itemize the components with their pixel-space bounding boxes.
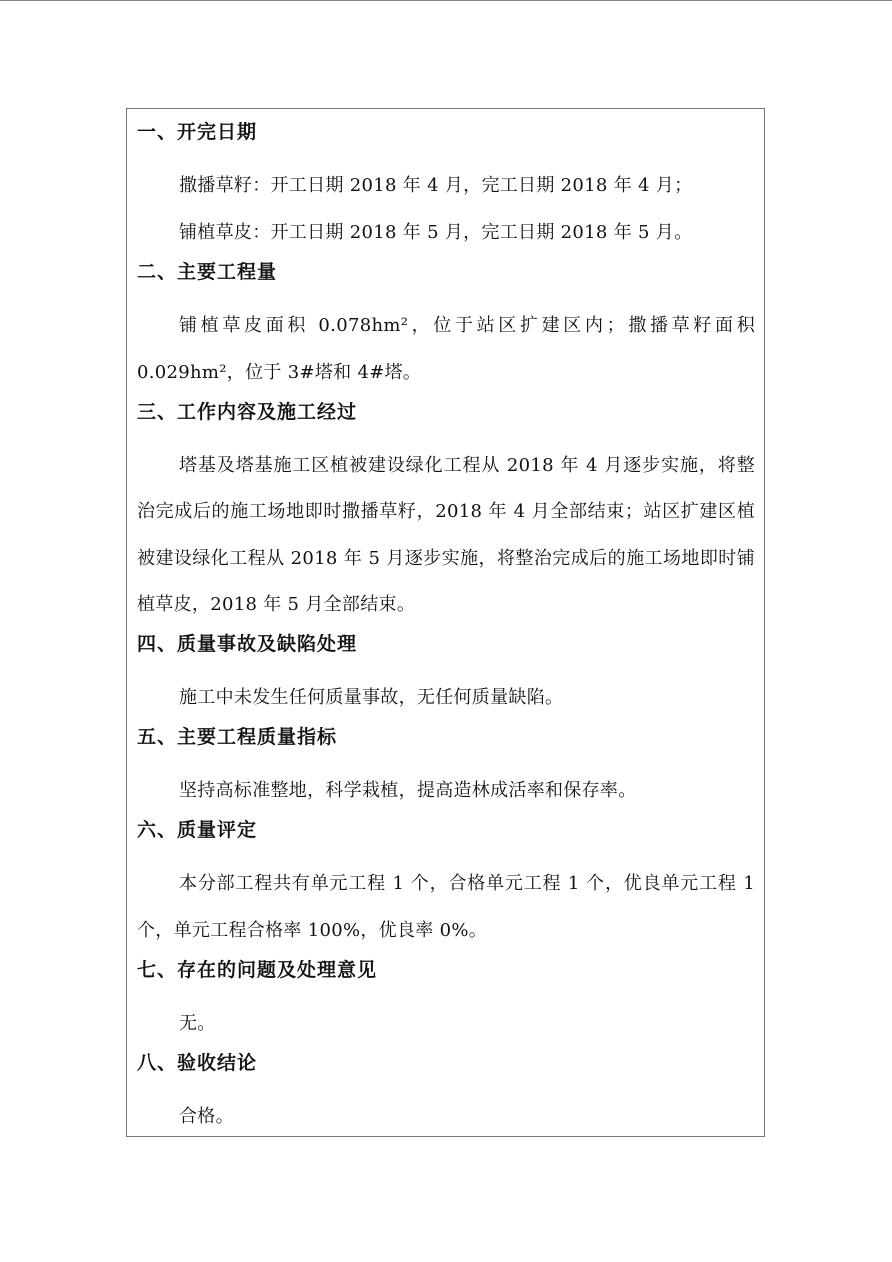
section-start-end-dates [137,117,755,257]
section-quality-accidents [137,629,755,722]
section-heading: 七、存在的问题及处理意见 [137,958,378,981]
section-quality-indicators [137,722,755,815]
section-heading: 五、主要工程质量指标 [137,726,338,748]
section-paragraph: 铺植草皮面积 0.078hm²，位于站区扩建区内；撒播草籽面积 0.029hm²，位于 3#塔和 4#塔。 [137,315,755,383]
section-heading: 三、工作内容及施工经过 [137,400,358,423]
section-main-quantities [137,257,755,396]
section-heading: 八、验收结论 [137,1051,258,1074]
section-quality-assessment [137,815,755,954]
section-paragraph: 铺植草皮：开工日期 2018 年 5 月，完工日期 2018 年 5 月。 [179,222,693,243]
section-paragraph: 施工中未发生任何质量事故，无任何质量缺陷。 [179,687,564,708]
section-paragraph: 本分部工程共有单元工程 1 个，合格单元工程 1 个，优良单元工程 1 个，单元工程合格率 100%，优良率 0%。 [137,873,755,941]
section-heading: 六、质量评定 [137,819,258,841]
document-table-cell [126,108,765,1137]
page-top-edge [0,0,892,1]
section-heading: 一、开完日期 [137,121,258,143]
section-paragraph: 撒播草籽：开工日期 2018 年 4 月，完工日期 2018 年 4 月； [179,175,693,196]
section-paragraph: 塔基及塔基施工区植被建设绿化工程从 2018 年 4 月逐步实施，将整治完成后的施工场地即时撒播草籽，2018 年 4 月全部结束；站区扩建区植被建设绿化工程从 2018 年 5 月逐步实施，将整治完成后的施工场地即时铺植草皮，2018 年 5 月全部结束。 [137,454,755,615]
section-heading: 二、主要工程量 [137,261,278,283]
section-work-content [137,397,755,629]
section-heading: 四、质量事故及缺陷处理 [137,633,358,655]
section-paragraph: 坚持高标准整地，科学栽植，提高造林成活率和保存率。 [179,780,637,801]
section-paragraph: 无。 [179,1012,216,1034]
document-content [137,117,755,1141]
section-paragraph: 合格。 [179,1105,234,1127]
section-conclusion [137,1048,755,1141]
section-issues [137,955,755,1048]
